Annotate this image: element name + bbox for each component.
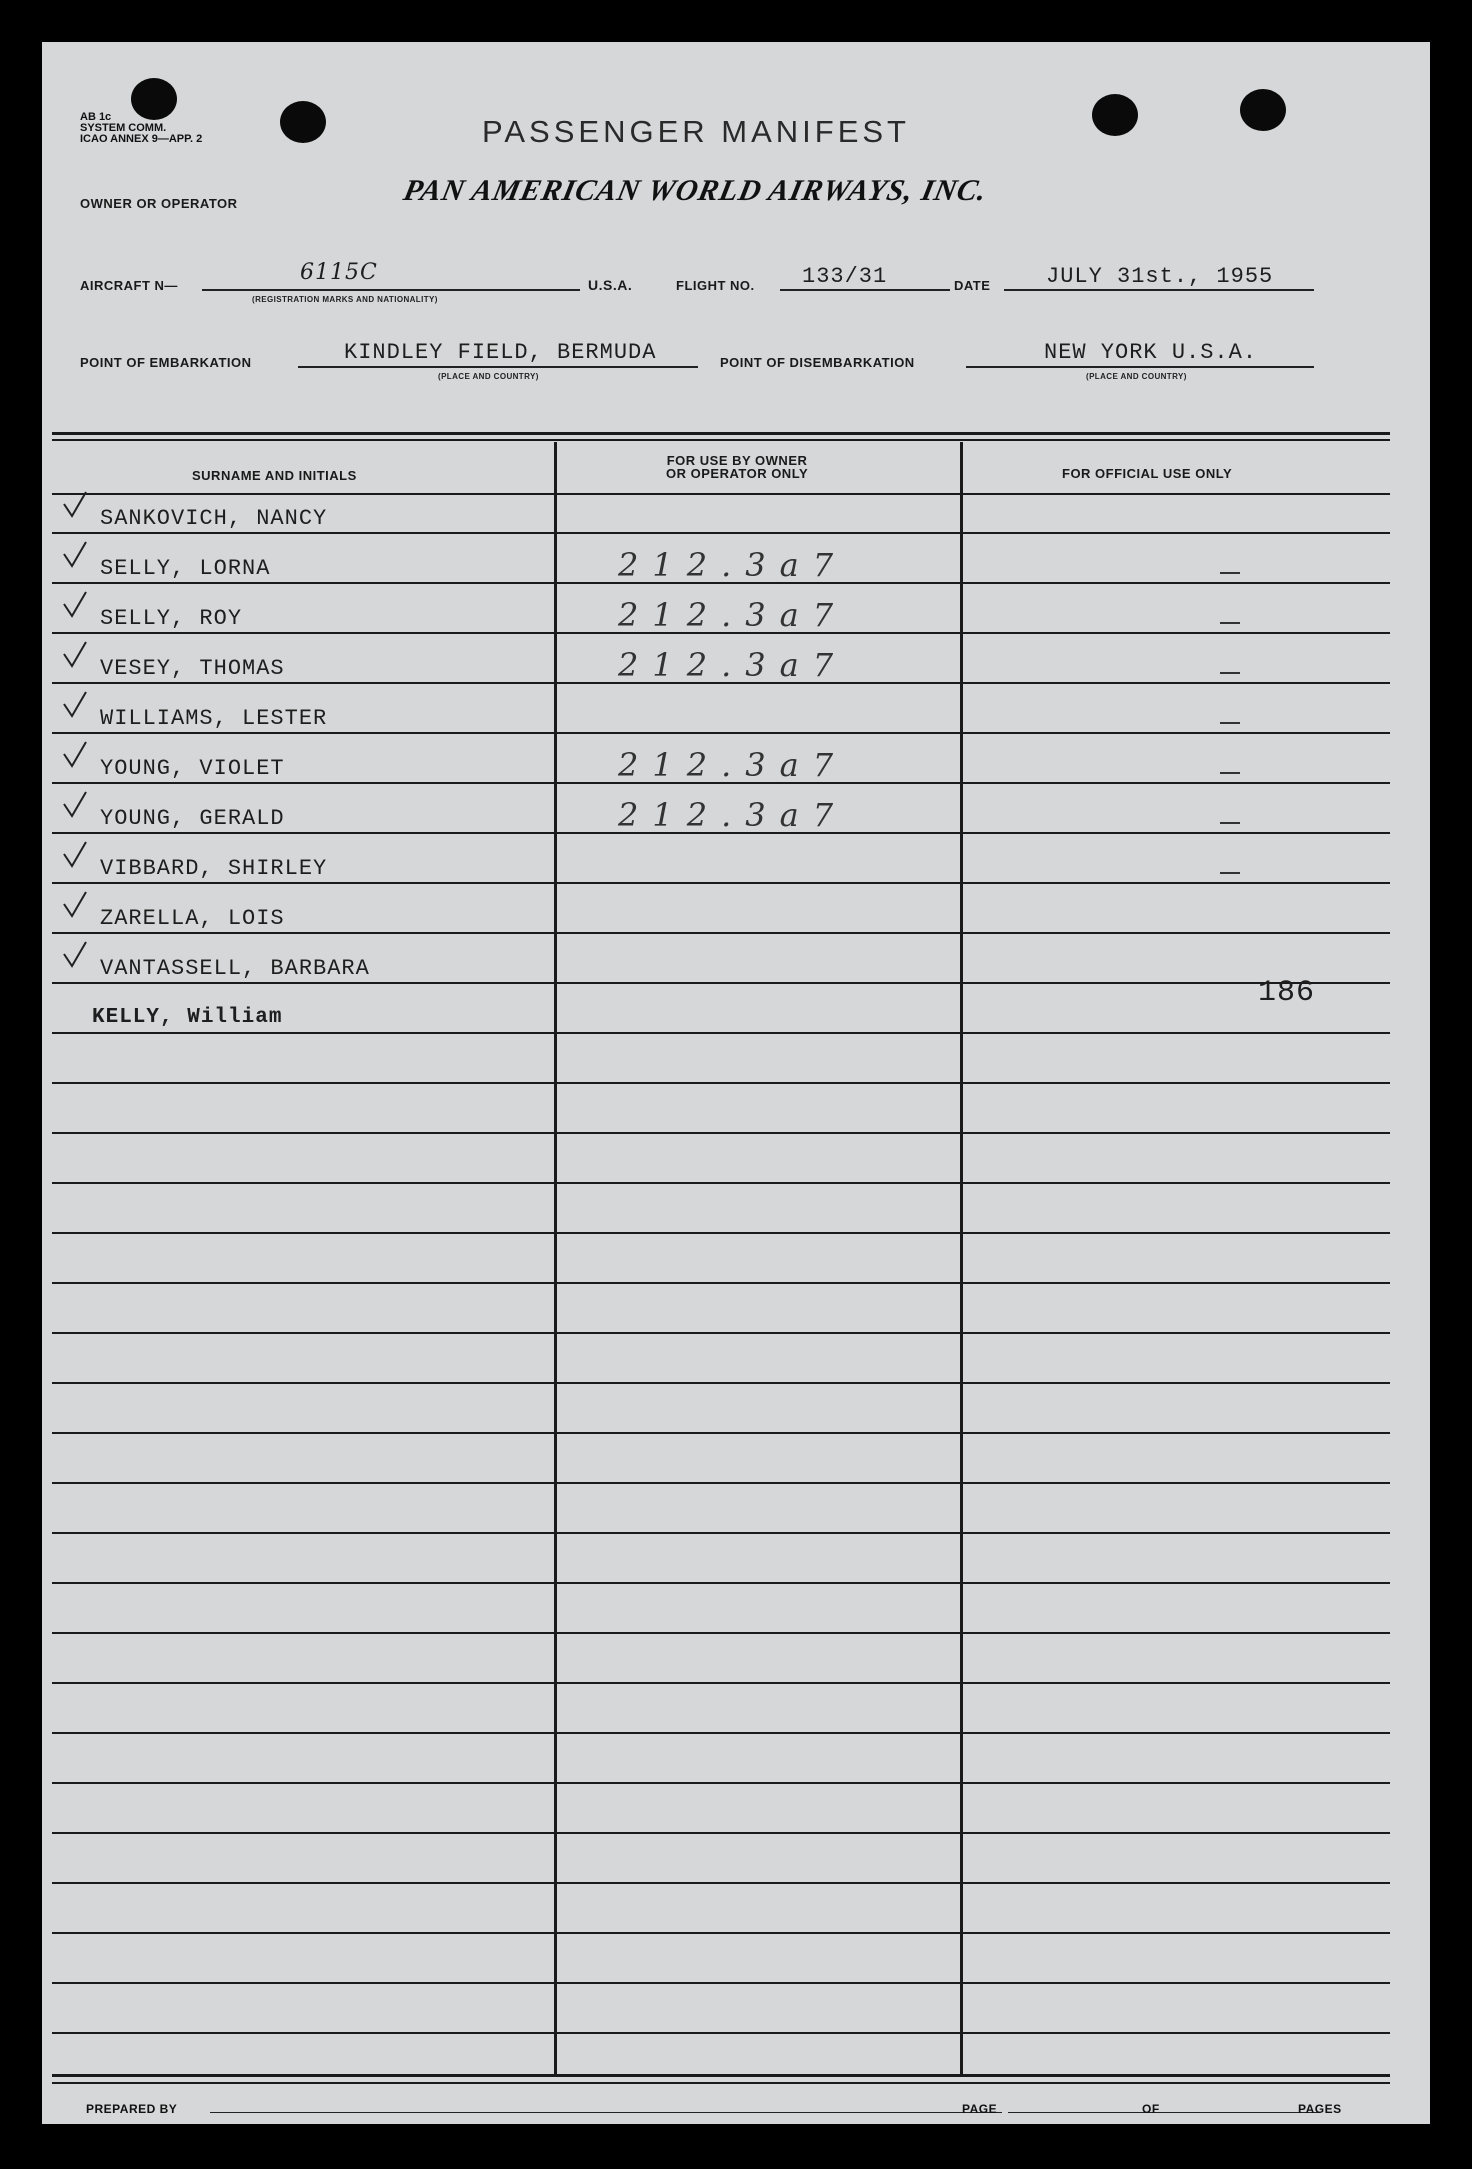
- form-ref-line: ICAO ANNEX 9—APP. 2: [80, 133, 203, 145]
- date-value: JULY 31st., 1955: [1046, 264, 1274, 289]
- column-header-official: FOR OFFICIAL USE ONLY: [1062, 466, 1233, 481]
- embarkation-underline: [298, 366, 698, 368]
- embarkation-sub-label: (PLACE AND COUNTRY): [438, 372, 539, 381]
- row-rule: [52, 1732, 1390, 1734]
- passenger-name: KELLY, William: [92, 1006, 283, 1029]
- passenger-name: SANKOVICH, NANCY: [100, 506, 328, 531]
- aircraft-label: AIRCRAFT N—: [80, 278, 178, 293]
- passenger-name: YOUNG, GERALD: [100, 806, 285, 831]
- column-divider: [554, 442, 557, 2076]
- airline-name: PAN AMERICAN WORLD AIRWAYS, INC.: [400, 174, 991, 207]
- column-divider: [960, 442, 963, 2076]
- owner-code: 212.3a7: [618, 546, 848, 584]
- owner-code: 212.3a7: [618, 596, 848, 634]
- form-ref-line: SYSTEM COMM.: [80, 122, 167, 134]
- prepared-by-underline: [210, 2112, 1002, 2113]
- disembarkation-value: NEW YORK U.S.A.: [1044, 340, 1258, 365]
- date-underline: [1004, 289, 1314, 291]
- official-dash-mark: [1220, 672, 1240, 674]
- aircraft-underline: [202, 289, 580, 291]
- row-rule: [52, 1232, 1390, 1234]
- official-dash-mark: [1220, 572, 1240, 574]
- row-rule: [52, 1932, 1390, 1934]
- row-rule: [52, 882, 1390, 884]
- row-rule: [52, 1082, 1390, 1084]
- disembarkation-label: POINT OF DISEMBARKATION: [720, 355, 915, 370]
- row-rule: [52, 1532, 1390, 1534]
- official-dash-mark: [1220, 872, 1240, 874]
- passenger-name: WILLIAMS, LESTER: [100, 706, 328, 731]
- pages-label: PAGES: [1298, 2102, 1342, 2116]
- official-dash-mark: [1220, 772, 1240, 774]
- checkmark-icon: [62, 740, 88, 770]
- checkmark-icon: [62, 490, 88, 520]
- checkmark-icon: [62, 840, 88, 870]
- passenger-name: YOUNG, VIOLET: [100, 756, 285, 781]
- checkmark-icon: [62, 890, 88, 920]
- punch-hole: [1240, 89, 1286, 131]
- owner-code: 212.3a7: [618, 646, 848, 684]
- date-label: DATE: [954, 278, 991, 293]
- embarkation-value: KINDLEY FIELD, BERMUDA: [344, 340, 657, 365]
- row-rule: [52, 932, 1390, 934]
- punch-hole: [1092, 94, 1138, 136]
- form-title: PASSENGER MANIFEST: [482, 114, 910, 149]
- row-rule: [52, 2032, 1390, 2034]
- owner-code: 212.3a7: [618, 746, 848, 784]
- passenger-name: VIBBARD, SHIRLEY: [100, 856, 328, 881]
- row-rule: [52, 1182, 1390, 1184]
- row-rule: [52, 1982, 1390, 1984]
- embarkation-label: POINT OF EMBARKATION: [80, 355, 252, 370]
- checkmark-icon: [62, 640, 88, 670]
- official-dash-mark: [1220, 722, 1240, 724]
- checkmark-icon: [62, 790, 88, 820]
- checkmark-icon: [62, 690, 88, 720]
- row-rule: [52, 1432, 1390, 1434]
- row-rule: [52, 1582, 1390, 1584]
- prepared-by-label: PREPARED BY: [86, 2102, 178, 2116]
- page-label: PAGE: [962, 2102, 998, 2116]
- passenger-name: VESEY, THOMAS: [100, 656, 285, 681]
- checkmark-icon: [62, 590, 88, 620]
- owner-code: 212.3a7: [618, 796, 848, 834]
- row-rule: [52, 1632, 1390, 1634]
- passenger-name: SELLY, ROY: [100, 606, 243, 631]
- row-rule: [52, 1282, 1390, 1284]
- disembarkation-underline: [966, 366, 1314, 368]
- flight-number: 133/31: [802, 264, 888, 289]
- checkmark-icon: [62, 940, 88, 970]
- row-rule: [52, 732, 1390, 734]
- header-rule: [52, 493, 1390, 495]
- column-header-line: OR OPERATOR ONLY: [666, 466, 809, 481]
- flight-underline: [780, 289, 950, 291]
- row-rule: [52, 532, 1390, 534]
- passenger-name: ZARELLA, LOIS: [100, 906, 285, 931]
- flight-label: FLIGHT NO.: [676, 278, 755, 293]
- passenger-name: SELLY, LORNA: [100, 556, 271, 581]
- manifest-sheet: [42, 42, 1430, 2124]
- row-rule: [52, 1332, 1390, 1334]
- checkmark-icon: [62, 540, 88, 570]
- column-header-surname: SURNAME AND INITIALS: [192, 468, 357, 483]
- table-top-rule: [52, 439, 1390, 441]
- row-rule: [52, 1132, 1390, 1134]
- row-rule: [52, 1682, 1390, 1684]
- form-reference: [80, 112, 202, 145]
- form-ref-line: AB 1c: [80, 111, 112, 123]
- owner-label: OWNER OR OPERATOR: [80, 196, 238, 211]
- row-rule: [52, 982, 1390, 984]
- column-header-line: FOR USE BY OWNER: [666, 453, 808, 468]
- aircraft-number: 6115C: [300, 260, 378, 285]
- table-bottom-rule: [52, 2082, 1390, 2084]
- passenger-name: VANTASSELL, BARBARA: [100, 956, 370, 981]
- official-number: 186: [1258, 976, 1316, 1010]
- row-rule: [52, 1832, 1390, 1834]
- punch-hole: [280, 101, 326, 143]
- row-rule: [52, 1382, 1390, 1384]
- row-rule: [52, 1882, 1390, 1884]
- column-header-owner: [666, 454, 808, 480]
- aircraft-sub-label: (REGISTRATION MARKS AND NATIONALITY): [252, 295, 438, 304]
- table-top-rule: [52, 432, 1390, 435]
- row-rule: [52, 1782, 1390, 1784]
- disembarkation-sub-label: (PLACE AND COUNTRY): [1086, 372, 1187, 381]
- official-dash-mark: [1220, 622, 1240, 624]
- of-label: OF: [1142, 2102, 1160, 2116]
- row-rule: [52, 1032, 1390, 1034]
- row-rule: [52, 1482, 1390, 1484]
- official-dash-mark: [1220, 822, 1240, 824]
- table-bottom-rule: [52, 2074, 1390, 2077]
- usa-label: U.S.A.: [588, 277, 633, 293]
